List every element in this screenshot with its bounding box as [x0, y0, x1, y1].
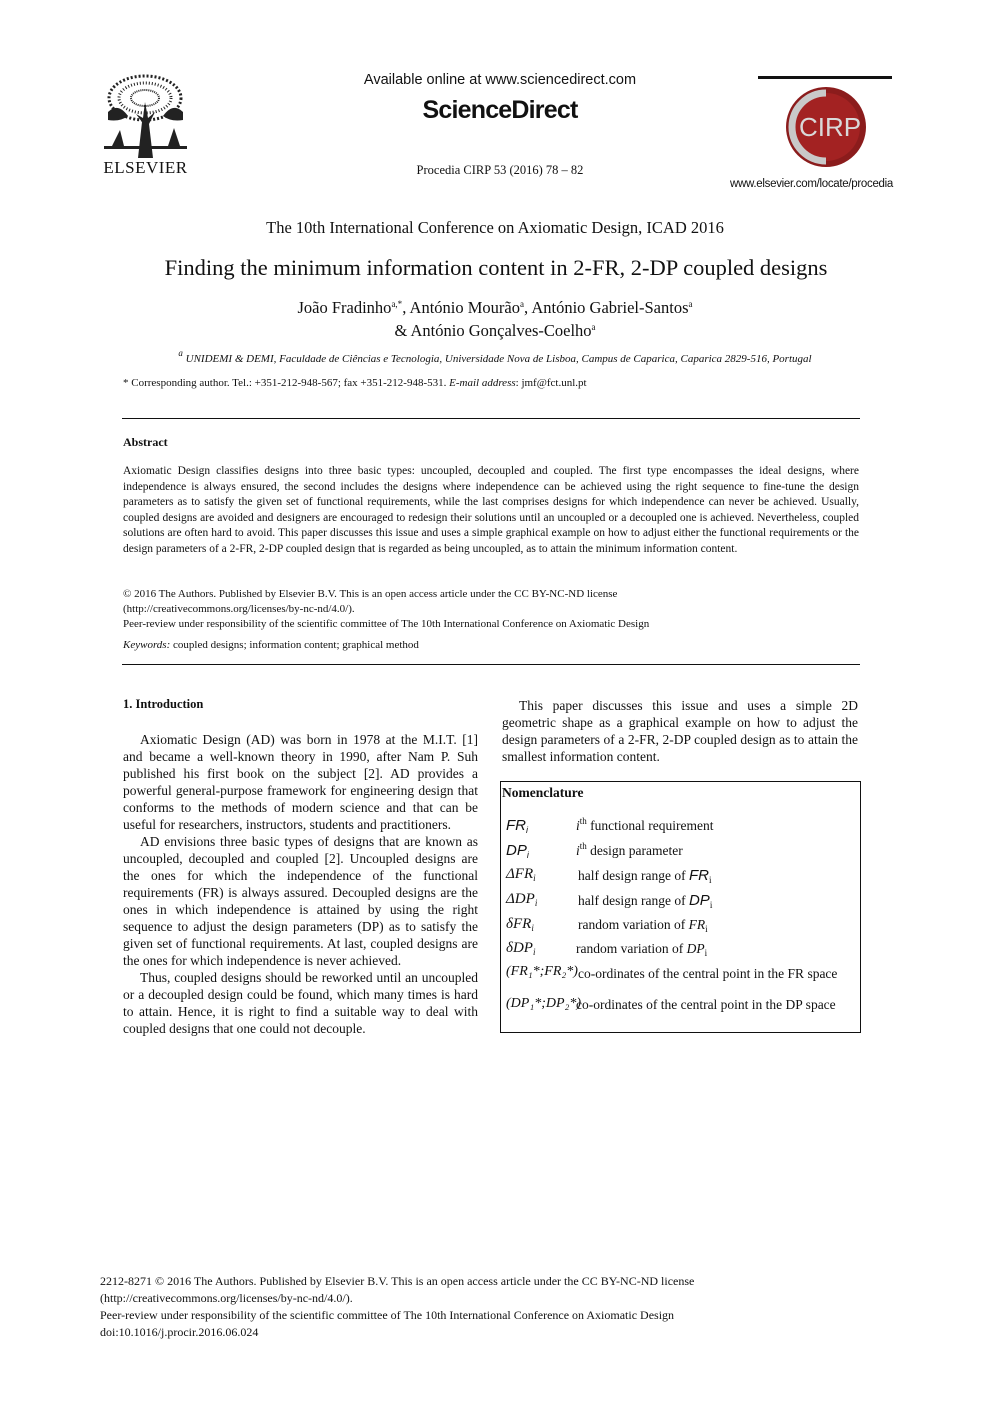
desc-text: random variation of: [576, 941, 687, 956]
cirp-logo-text: CIRP: [798, 112, 862, 142]
symbol-text: δDP: [506, 940, 533, 956]
sciencedirect-brand: ScienceDirect: [422, 96, 578, 124]
symbol-text: ΔFR: [506, 866, 534, 882]
desc-text: design parameter: [586, 843, 683, 858]
conference-name: The 10th International Conference on Axiomatic Design, ICAD 2016: [266, 218, 724, 237]
desc-index: i: [576, 843, 580, 858]
desc-text: functional requirement: [586, 818, 714, 833]
nomenclature-description: [576, 843, 683, 859]
nomenclature-symbol: (DP₁*;DP₂*): [506, 996, 582, 1011]
desc-ref-subscript: i: [708, 875, 712, 885]
desc-ref: DP: [686, 941, 705, 956]
paragraph: AD envisions three basic types of designs that are known as uncoupled, decoupled and coupled [2]. Uncoupled designs are the ones for which the independence of the functional requirements (FR) is always assured. Decoupled designs are the ones in which independence is attained by using the right sequence to adjust the design parameters (DP) as to satisfy the given set of functional requirements. At last, coupled designs are the ones for which independence is never achieved.: [123, 834, 478, 968]
nomenclature-description: [578, 867, 711, 884]
nomenclature-symbol: [506, 891, 537, 908]
desc-text: half design range of: [578, 868, 689, 883]
section-heading: 1. Introduction: [123, 697, 204, 711]
elsevier-wordmark: ELSEVIER: [103, 158, 188, 177]
paragraph: This paper discusses this issue and uses a simple 2D geometric shape as a graphical example on how to adjust the design parameters of a 2-FR, 2-DP coupled design as to attain the smallest information content.: [502, 698, 858, 764]
author-affiliation-mark: a: [519, 299, 524, 309]
author-list: [100, 298, 890, 318]
introduction-body: [123, 731, 478, 1037]
abstract-heading: Abstract: [123, 435, 168, 449]
desc-ordinal: th: [579, 841, 587, 851]
divider: [122, 418, 860, 419]
corresponding-author: [123, 377, 868, 389]
affiliation: [100, 348, 890, 365]
copyright-line: © 2016 The Authors. Published by Elsevier B.V. This is an open access article under the CC BY-NC-ND license: [123, 588, 618, 600]
nomenclature-symbol: [506, 842, 529, 859]
desc-ref: FR: [688, 867, 709, 884]
author-name: & António Gonçalves-Coelho: [394, 321, 592, 340]
desc-ref-subscript: i: [709, 900, 713, 910]
symbol-text: DP: [506, 842, 527, 859]
corresponding-contact: * Corresponding author. Tel.: +351-212-948-567; fax +351-212-948-531.: [123, 377, 447, 389]
author-affiliation-mark: a,*: [391, 299, 403, 309]
author-name: António Gabriel-Santos: [531, 298, 689, 317]
paper-title: Finding the minimum information content in 2-FR, 2-DP coupled designs: [164, 255, 828, 280]
email-label: E-mail address: [449, 377, 516, 389]
symbol-text: FR: [506, 817, 526, 834]
symbol-subscript: i: [532, 947, 536, 957]
symbol-subscript: i: [526, 850, 529, 860]
nomenclature-description: [578, 917, 708, 933]
footer-license-link[interactable]: (http://creativecommons.org/licenses/by-nc-nd/4.0/).: [100, 1291, 353, 1305]
cirp-logo: [783, 84, 869, 170]
nomenclature-description: co-ordinates of the central point in the DP space: [576, 997, 836, 1012]
peer-review-note: Peer-review under responsibility of the scientific committee of The 10th International Conference on Axiomatic Design: [123, 618, 650, 630]
journal-url[interactable]: www.elsevier.com/locate/procedia: [730, 178, 893, 190]
footer-issn-license: 2212-8271 © 2016 The Authors. Published by Elsevier B.V. This is an open access article under the CC BY-NC-ND license: [100, 1274, 695, 1288]
footer-peer-review: Peer-review under responsibility of the scientific committee of The 10th International Conference on Axiomatic Design: [100, 1308, 675, 1322]
nomenclature-description: [576, 941, 707, 957]
desc-ref-subscript: i: [704, 948, 708, 958]
affiliation-text: UNIDEMI & DEMI, Faculdade de Ciências e Tecnologia, Universidade Nova de Lisboa, Campus de Caparica, Caparica 2829-516, Portugal: [185, 353, 812, 365]
author-separator: ,: [523, 298, 532, 317]
author-name: António Mourão: [409, 298, 520, 317]
nomenclature-symbol: (FR₁*;FR₂*): [506, 964, 578, 979]
symbol-subscript: i: [526, 825, 528, 835]
author-affiliation-mark: a: [688, 299, 693, 309]
desc-ref-subscript: i: [705, 924, 708, 934]
symbol-subscript: i: [531, 923, 534, 933]
right-column-body: [502, 697, 858, 765]
desc-ref: DP: [688, 892, 710, 909]
author-affiliation-mark: a: [591, 322, 596, 332]
page-footer: [100, 1273, 860, 1341]
affiliation-mark: a: [178, 348, 183, 358]
desc-ref: FR: [688, 917, 706, 932]
nomenclature-symbol: [506, 817, 528, 834]
nomenclature-heading: Nomenclature: [502, 785, 584, 800]
desc-text: half design range of: [578, 893, 689, 908]
nomenclature-description: [578, 892, 712, 909]
desc-index: i: [576, 818, 580, 833]
license-link[interactable]: (http://creativecommons.org/licenses/by-nc-nd/4.0/).: [123, 603, 355, 615]
header-rule: [758, 76, 892, 79]
nomenclature-description: [576, 818, 713, 834]
nomenclature-description: co-ordinates of the central point in the FR space: [578, 966, 838, 981]
paragraph: Thus, coupled designs should be reworked until an uncoupled or a decoupled design could be found, which many times is hard to attain. Hence, it is right to find a suitable way to deal with coupled designs that one could not decouple.: [123, 970, 478, 1036]
symbol-subscript: i: [534, 898, 538, 908]
paragraph: Axiomatic Design (AD) was born in 1978 at the M.I.T. [1] and became a well-known theory in 1990, after Nam P. Suh published his first book on the subject [2]. AD provides a powerful general-purpose framework for engineering design that conforms to the methods of modern science and that can be useful for researchers, instructors, students and practitioners.: [123, 732, 478, 832]
symbol-text: δFR: [506, 916, 532, 932]
keywords-label: Keywords:: [123, 639, 171, 651]
nomenclature-symbol: [506, 940, 535, 957]
email-address[interactable]: : jmf@fct.unl.pt: [515, 377, 587, 389]
available-online-text: Available online at www.sciencedirect.com: [363, 72, 637, 88]
footer-doi[interactable]: doi:10.1016/j.procir.2016.06.024: [100, 1325, 259, 1339]
keywords-list: coupled designs; information content; graphical method: [170, 639, 419, 651]
journal-reference: Procedia CIRP 53 (2016) 78 – 82: [416, 163, 584, 177]
author-separator: ,: [402, 298, 410, 317]
nomenclature-symbol: [506, 866, 536, 883]
nomenclature-symbol: [506, 916, 534, 933]
keywords: [123, 638, 859, 653]
desc-ordinal: th: [579, 816, 587, 826]
symbol-text: ΔDP: [506, 891, 535, 907]
author-list-line2: [100, 321, 890, 341]
abstract-text: Axiomatic Design classifies designs into three basic types: uncoupled, decoupled and coupled. The first type encompasses the ideal designs, where independence is always ensured, the second includes the designs where independence can be achieved using the right sequence to fine-tune the design parameters as to satisfy the given set of functional requirements, while the last comprises designs for which independence can never be achieved. Usually, coupled designs are avoided and designers are encouraged to redesign their solutions until an uncoupled or a decoupled one is achieved. Nevertheless, coupled solutions are often hard to avoid. This paper discusses this issue and uses a simple graphical example on how to adjust either the functional requirements or the design parameters of a 2-FR, 2-DP coupled design that is regarded as being uncoupled, as to attain the minimum information content.: [123, 465, 859, 555]
symbol-subscript: i: [533, 873, 536, 883]
divider: [122, 664, 860, 665]
desc-text: random variation of: [578, 917, 689, 932]
author-name: João Fradinho: [297, 298, 392, 317]
